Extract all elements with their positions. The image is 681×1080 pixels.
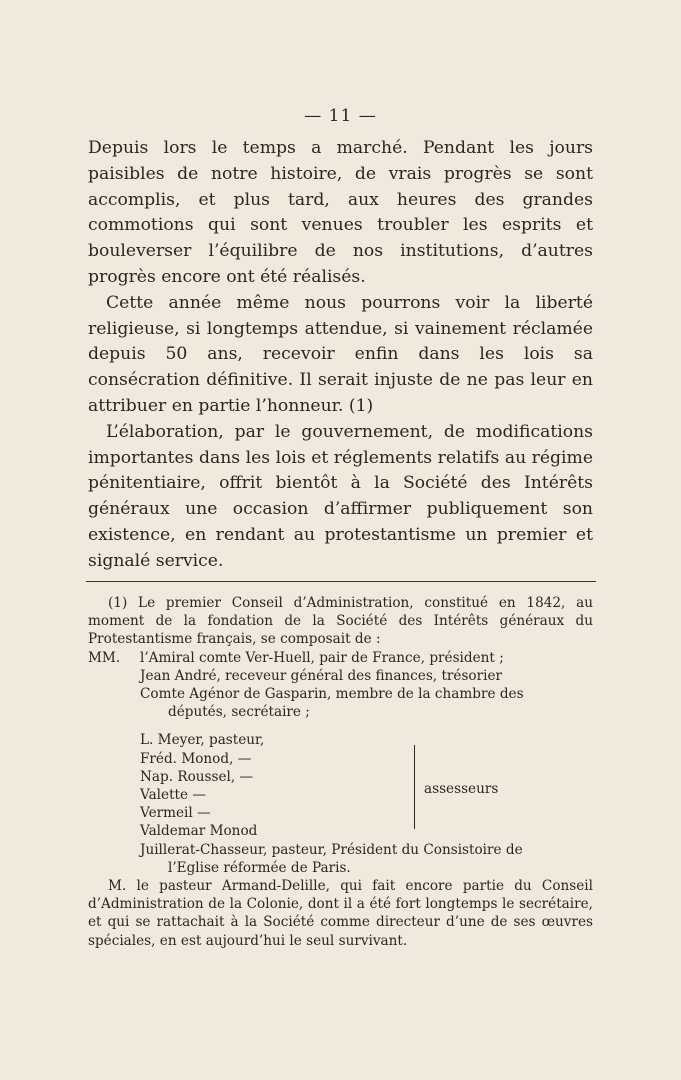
footnote-closing: M. le pasteur Armand-Delille, qui fait encore partie du Conseil d’Administration de la Colonie, dont il a été fort longtemps le secrétaire, et qui se rattachait à la Société comme directeur d’une de ses œuvres spéciales, en est aujourd’hui le seul survivant.: [88, 878, 593, 949]
member-line-1: [88, 649, 593, 667]
assessor-1: L. Meyer, pasteur,: [140, 732, 265, 749]
page-number: — 11 —: [304, 106, 377, 126]
consistory-president: Juillerat-Chasseur, pasteur, Président du Consistoire de: [140, 841, 523, 858]
paragraph-1: Depuis lors le temps a marché. Pendant les jours paisibles de notre histoire, de vrais progrès se sont accomplis, et plus tard, aux heures des grandes commotions qui sont venues troubler les esprits et bouleverser l’équilibre de nos institutions, d’autres progrès encore ont été réalisés.: [88, 138, 593, 287]
assessors-list: [140, 731, 593, 840]
footnote-divider: [86, 581, 596, 582]
assessors-label: assesseurs: [424, 781, 499, 798]
member-president: l’Amiral comte Ver-Huell, pair de France, président ;: [140, 649, 504, 666]
assessor-3: Nap. Roussel, —: [140, 768, 254, 785]
assessor-5: Vermeil —: [140, 805, 211, 822]
mm-label: MM.: [88, 649, 121, 666]
council-members: [88, 649, 593, 722]
footnote-intro: (1) Le premier Conseil d’Administration, constitué en 1842, au moment de la fondation de la Société des Intérêts généraux du Protestantisme français, se composait de :: [88, 595, 593, 648]
member-secretary: Comte Agénor de Gasparin, membre de la chambre des: [140, 686, 524, 703]
assessors-block: [88, 731, 593, 877]
assessors-brace: [414, 745, 419, 829]
member-treasurer: Jean André, receveur général des finances, trésorier: [140, 667, 503, 684]
assessor-6: Valdemar Monod: [140, 823, 258, 840]
paragraph-3: L’élaboration, par le gouvernement, de modifications importantes dans les lois et réglements relatifs au régime pénitentiaire, offrit bientôt à la Société des Intérêts généraux une occasion d’affirmer publiquement son existence, en rendant au protestantisme un premier et signalé service.: [88, 421, 593, 571]
footnote: [88, 594, 593, 950]
main-text: [88, 136, 593, 575]
assessor-2: Fréd. Monod, —: [140, 750, 252, 767]
member-secretary-cont: députés, secrétaire ;: [168, 704, 310, 721]
paragraph-2: Cette année même nous pourrons voir la liberté religieuse, si longtemps attendue, si vainement réclamée depuis 50 ans, recevoir enfin dans les lois sa consécration définitive. Il serait injuste de ne pas leur en attribuer en partie l’honneur. (1): [88, 292, 593, 416]
assessor-4: Valette —: [140, 787, 206, 804]
consistory-president-cont: l’Eglise réformée de Paris.: [168, 859, 351, 876]
